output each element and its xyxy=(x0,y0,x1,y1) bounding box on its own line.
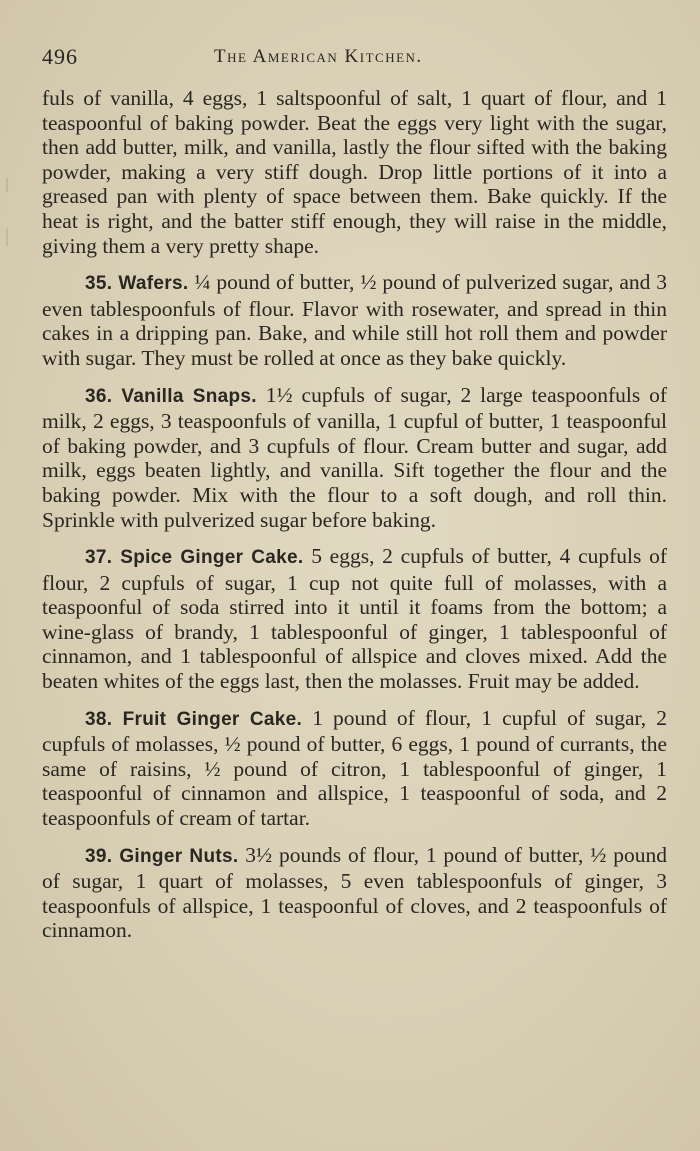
recipe-text: 1 pound of flour, 1 cupful of sugar, 2 cupfuls of molasses, ½ pound of butter, 6 eggs, 1 pound of currants, the same of raisins, ½ pound of citron, 1 tablespoonful of ginger, 1 teaspoonful of cinnamon and allspice, 1 teaspoonful of soda, and 2 teaspoonfuls of cream of tartar. xyxy=(42,705,668,831)
recipe-heading: 39. Ginger Nuts. xyxy=(85,845,239,867)
page-body xyxy=(42,86,667,943)
recipe-text: 1½ cupfuls of sugar, 2 large teaspoonfuls of milk, 2 eggs, 3 teaspoonfuls of vanilla, 1 cupful of butter, 1 teaspoonful of baking powder, and 3 cupfuls of flour. Cream butter and sugar, add milk, eggs beaten lightly, and vanilla. Sift together the flour and the baking powder. Mix with the flour to a soft dough, and roll thin. Sprinkle with pulverized sugar before baking. xyxy=(42,382,668,532)
margin-mark xyxy=(6,178,8,192)
recipe-paragraph xyxy=(42,270,667,370)
recipe-heading: 38. Fruit Ginger Cake. xyxy=(85,708,303,730)
intro-paragraph: fuls of vanilla, 4 eggs, 1 saltspoonful of salt, 1 quart of flour, and 1 teaspoonful of baking powder. Beat the eggs very light with the sugar, then add butter, milk, and vanilla, lastly the flour sifted with the baking powder, making a very stiff dough. Drop little portions of it into a greased pan with plenty of space between them. Bake quickly. If the heat is right, and the batter stiff enough, they will raise in the middle, giving them a very pretty shape. xyxy=(42,86,667,258)
recipe-paragraph xyxy=(42,843,667,943)
recipe-paragraph xyxy=(42,383,667,533)
margin-mark xyxy=(6,228,8,246)
recipe-text: 5 eggs, 2 cupfuls of butter, 4 cupfuls of flour, 2 cupfuls of sugar, 1 cup not quite full of molasses, with a teaspoonful of soda stirred into it until it foams from the bottom; a wine-glass of brandy, 1 tablespoonful of ginger, 1 tablespoonful of cinnamon, and 1 tablespoonful of allspice and cloves mixed. Add the beaten whites of the eggs last, then the molasses. Fruit may be added. xyxy=(42,544,667,694)
recipe-paragraph xyxy=(42,706,667,831)
recipe-text: ¼ pound of butter, ½ pound of pulverized sugar, and 3 even tablespoonfuls of flour. Flavor with rosewater, and spread in thin cakes in a dripping pan. Bake, and while still hot roll them and powder with sugar. They must be rolled at once as they bake quickly. xyxy=(42,270,668,370)
page-header xyxy=(42,44,667,74)
recipe-text: 3½ pounds of flour, 1 pound of butter, ½ pound of sugar, 1 quart of molasses, 5 even tablespoonfuls of ginger, 3 teaspoonfuls of allspice, 1 teaspoonful of cloves, and 2 teaspoonfuls of cinnamon. xyxy=(42,842,667,943)
recipe-paragraph xyxy=(42,544,667,694)
recipe-heading: 36. Vanilla Snaps. xyxy=(85,385,257,407)
page-number: 496 xyxy=(42,44,78,69)
recipe-heading: 37. Spice Ginger Cake. xyxy=(85,547,304,569)
recipe-heading: 35. Wafers. xyxy=(85,273,189,295)
running-title: The American Kitchen. xyxy=(214,46,423,67)
